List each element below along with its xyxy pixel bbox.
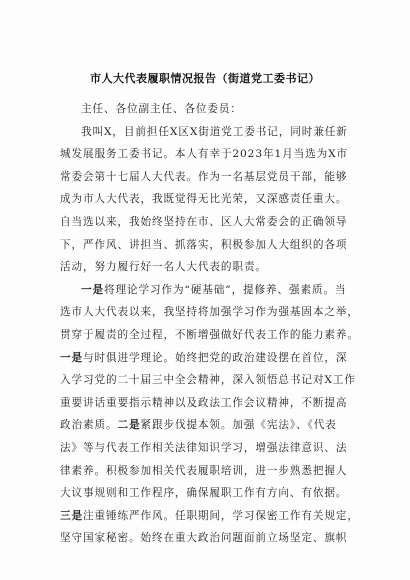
text-segment: 常委会第十七届人大代表。作为一名基层党员干部，能够 — [60, 170, 348, 183]
text-segment: 法》等与代表工作相关法律知识学习，增强法律意识、法 — [60, 441, 348, 454]
text-line — [60, 437, 360, 460]
text-segment: 入学习党的二十届三中全会精神，深入领悟总书记对X工作 — [60, 374, 356, 387]
text-line — [60, 301, 360, 324]
text-line — [60, 369, 360, 392]
text-segment: 贯穿于履责的全过程，不断增强做好代表工作的能力素养。 — [60, 328, 359, 341]
text-line — [60, 414, 360, 437]
text-line — [60, 347, 360, 370]
text-line — [60, 392, 360, 415]
text-line — [60, 505, 360, 528]
text-segment: 重要讲话重要指示精神以及政法工作会议精神，不断提高 — [60, 396, 348, 409]
text-segment: 大议事规则和工作程序，确保履职工作有方向、有依据。 — [60, 487, 348, 500]
text-line — [60, 143, 360, 166]
document-title: 市人大代表履职情况报告（街道党工委书记） — [90, 72, 320, 85]
bold-lead-text: 二是 — [117, 419, 141, 432]
text-segment: 成为市人大代表，我既觉得无比光荣，又深感责任重大。 — [60, 193, 348, 206]
text-segment: 活动，努力履行好一名人大代表的职责。 — [60, 261, 267, 274]
text-line — [60, 324, 360, 347]
text-segment: 政治素质。 — [60, 419, 118, 432]
text-segment: 将理论学习作为“硬基础”，提修养、强素质。当 — [104, 283, 347, 296]
text-segment: 律素养。积极参加相关代表履职培训，进一步熟悉把握人 — [60, 464, 348, 477]
text-line — [60, 460, 360, 483]
text-line — [60, 482, 360, 505]
text-segment: 主任、各位副主任、各位委员： — [81, 103, 242, 115]
text-line — [60, 279, 360, 302]
text-segment: 与时俱进学理论。始终把党的政治建设摆在首位，深 — [83, 351, 348, 364]
text-line — [60, 211, 360, 234]
text-segment: 坚守国家秘密。始终在重大政治问题面前立场坚定、旗帜 — [60, 532, 348, 545]
text-line — [60, 98, 360, 121]
bold-lead-text: 三是 — [60, 509, 83, 522]
text-segment: 注重锤练严作风。任职期间，学习保密工作有关规定， — [83, 509, 359, 522]
text-line — [60, 234, 360, 257]
bold-lead-text: 一是 — [81, 283, 104, 296]
text-line — [60, 256, 360, 279]
text-segment: 城发展服务工委书记。本人有幸于2023年1月当选为X市 — [60, 148, 349, 161]
text-segment: 选市人大代表以来，我坚持将加强学习作为强基固本之举， — [60, 306, 359, 319]
text-segment: 紧跟步伐提本领。加强《宪法》、《代表 — [140, 419, 337, 432]
text-line — [60, 166, 360, 189]
text-segment: 下，严作风、讲担当、抓落实，积极参加人大组织的各项 — [60, 238, 348, 251]
document-body — [60, 98, 360, 550]
text-segment: 自当选以来，我始终坚持在市、区人大常委会的正确领导 — [60, 215, 348, 228]
text-segment: 我叫X，目前担任X区X街道党工委书记，同时兼任新 — [81, 125, 348, 138]
bold-lead-text: 一是 — [60, 351, 83, 364]
text-line — [60, 188, 360, 211]
text-line — [60, 121, 360, 144]
text-line — [60, 527, 360, 550]
